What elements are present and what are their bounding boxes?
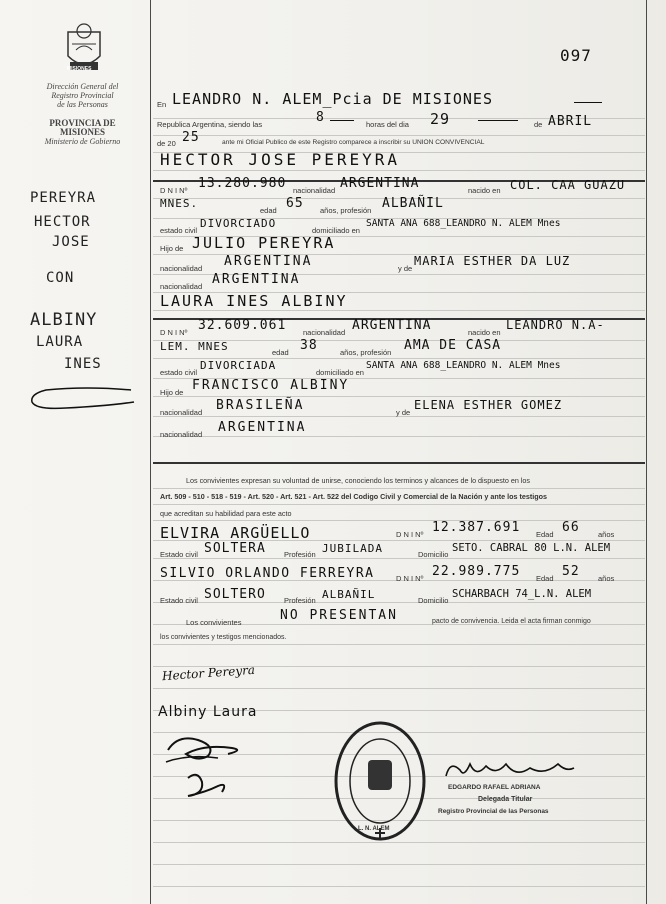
ruled-line xyxy=(153,396,645,397)
p1-nac2-label: nacionalidad xyxy=(160,264,203,273)
p2-dni-label: D N I Nº xyxy=(160,328,188,337)
w2-civil-label: Estado civil xyxy=(160,596,198,605)
p2-father: FRANCISCO ALBINY xyxy=(192,378,350,393)
w1-prof: JUBILADA xyxy=(322,542,383,555)
p1-dni: 13.280.980 xyxy=(198,176,287,191)
w2-edad-label: Edad xyxy=(536,574,554,583)
official-signature-scribble xyxy=(440,756,580,786)
p2-nac3-label: nacionalidad xyxy=(160,430,203,439)
ruled-line xyxy=(153,488,645,489)
p1-nac: ARGENTINA xyxy=(340,176,420,191)
ruled-line xyxy=(153,504,645,505)
w2-anos: años xyxy=(598,574,615,583)
province-title: PROVINCIA DE xyxy=(49,118,116,128)
p2-dni: 32.609.061 xyxy=(198,318,287,333)
p1-mother-nac: ARGENTINA xyxy=(212,272,301,287)
ruled-line xyxy=(153,170,645,171)
p1-father: JULIO PEREYRA xyxy=(192,234,336,252)
w1-dni: 12.387.691 xyxy=(432,520,521,535)
w1-dom: SETO. CABRAL 80 L.N. ALEM xyxy=(452,542,611,554)
header-line1: Dirección General del xyxy=(46,82,119,91)
left-margin-line xyxy=(150,0,151,904)
p1-dom-label: domiciliado en xyxy=(312,226,360,235)
ruled-line xyxy=(153,135,645,136)
w2-dni: 22.989.775 xyxy=(432,564,521,579)
w1-civil: SOLTERA xyxy=(204,541,266,556)
w2-name: SILVIO ORLANDO FERREYRA xyxy=(160,566,375,581)
p2-prof-label: años, profesión xyxy=(340,348,392,357)
pact-prefix: Los convivientes xyxy=(186,618,242,627)
header-block xyxy=(20,82,145,146)
p2-yde-label: y de xyxy=(396,408,411,417)
p1-civil-label: estado civil xyxy=(160,226,198,235)
w1-anos: años xyxy=(598,530,615,539)
ruled-line xyxy=(153,436,645,437)
p2-edad-label: edad xyxy=(272,348,289,357)
p2-hijo-label: Hijo de xyxy=(160,388,184,397)
ministry: Ministerio de Gobierno xyxy=(44,137,121,146)
w1-dni-label: D N I Nº xyxy=(396,530,424,539)
margin-name-2a: LAURA xyxy=(36,334,84,350)
margin-surname-2: ALBINY xyxy=(30,310,98,330)
p1-hijo-label: Hijo de xyxy=(160,244,184,253)
month: ABRIL xyxy=(548,114,593,129)
w2-dni-label: D N I Nº xyxy=(396,574,424,583)
margin-con: CON xyxy=(46,270,75,286)
p2-civil: DIVORCIADA xyxy=(200,359,277,372)
p1-nacido-label: nacido en xyxy=(468,186,501,195)
person2-name: LAURA INES ALBINY xyxy=(160,292,348,310)
ruled-line xyxy=(153,886,645,887)
right-margin-line xyxy=(646,0,647,904)
p2-nac2-label: nacionalidad xyxy=(160,408,203,417)
official-title: Delegada Titular xyxy=(478,796,533,803)
decl-line2: Art. 509 - 510 - 518 - 519 - Art. 520 - Art. 521 - Art. 522 del Codigo Civil y Comercial de la Nación y ante los testigos xyxy=(160,492,548,501)
header-line2: Registro Provincial xyxy=(51,91,114,100)
header-line3: de las Personas xyxy=(57,100,108,109)
p2-nacido-2: LEM. MNES xyxy=(160,340,229,353)
pact-suffix: pacto de convivencia. Leida el acta firman conmigo xyxy=(432,618,591,625)
witness-signature-scribbles xyxy=(158,732,248,804)
ruled-line xyxy=(153,644,645,645)
crest-label: MISIONES xyxy=(67,66,92,72)
ruled-line xyxy=(153,864,645,865)
p2-civil-label: estado civil xyxy=(160,368,198,377)
hour: 8 xyxy=(316,110,325,125)
p1-father-nac: ARGENTINA xyxy=(224,254,313,269)
decl-line3: que acreditan su habilidad para este acto xyxy=(160,509,292,518)
ruled-line xyxy=(153,310,645,311)
year-suffix: 25 xyxy=(182,130,200,145)
margin-surname-1: PEREYRA xyxy=(30,190,97,206)
p2-father-nac: BRASILEÑA xyxy=(216,398,305,413)
signature-2: Albiny Laura xyxy=(158,704,258,720)
p1-mother: MARIA ESTHER DA LUZ xyxy=(414,254,571,268)
w2-dom-label: Domicilio xyxy=(418,596,449,605)
w2-prof: ALBAÑIL xyxy=(322,588,376,601)
p2-nacido-label: nacido en xyxy=(468,328,501,337)
pact-value: NO PRESENTAN xyxy=(280,608,398,623)
p1-prof-label: años, profesión xyxy=(320,206,372,215)
ruled-line xyxy=(153,688,645,689)
p1-yde-label: y de xyxy=(398,264,413,273)
w1-civil-label: Estado civil xyxy=(160,550,198,559)
label-horas-del-dia: horas del dia xyxy=(366,120,409,129)
p2-nacido: LEANDRO N.A- xyxy=(506,318,605,332)
p2-nac-label: nacionalidad xyxy=(303,328,346,337)
seal-place: L. N. ALEM xyxy=(358,826,390,832)
person1-name: HECTOR JOSE PEREYRA xyxy=(160,150,401,169)
w2-edad: 52 xyxy=(562,564,580,579)
p2-nac: ARGENTINA xyxy=(352,318,432,333)
ruled-line xyxy=(153,558,645,559)
label-de: de xyxy=(534,120,543,129)
label-en: En xyxy=(157,100,167,109)
p2-edad: 38 xyxy=(300,338,318,353)
p1-edad: 65 xyxy=(286,196,304,211)
p1-prof: ALBAÑIL xyxy=(382,196,444,211)
document-number: 097 xyxy=(560,46,592,65)
signature-1: Hector Pereyra xyxy=(161,662,256,684)
w1-dom-label: Domicilio xyxy=(418,550,449,559)
p1-civil: DIVORCIADO xyxy=(200,217,277,230)
province-title-2: MISIONES xyxy=(59,127,105,137)
p2-mother-nac: ARGENTINA xyxy=(218,420,307,435)
p1-dni-label: D N I Nº xyxy=(160,186,188,195)
p1-nacido: COL. CAA GUAZU xyxy=(510,178,626,192)
day: 29 xyxy=(430,110,451,128)
official-name: EDGARDO RAFAEL ADRIANA xyxy=(448,784,541,791)
ruled-line xyxy=(153,602,645,603)
w1-edad-label: Edad xyxy=(536,530,554,539)
w1-name: ELVIRA ARGÜELLO xyxy=(160,524,311,542)
p2-mother: ELENA ESTHER GOMEZ xyxy=(414,398,563,412)
pact-line2: los convivientes y testigos mencionados. xyxy=(160,634,287,641)
margin-name-1a: HECTOR xyxy=(34,214,91,230)
label-year-prefix: de 20 xyxy=(157,139,176,148)
w2-prof-label: Profesión xyxy=(284,596,316,605)
label-ante: ante mi Oficial Publico de este Registro comparece a inscribir su UNION CONVIVENCIAL xyxy=(222,139,485,146)
p2-prof: AMA DE CASA xyxy=(404,338,502,353)
p2-dom-label: domiciliado en xyxy=(316,368,364,377)
label-republica: Republica Argentina, siendo las xyxy=(157,120,263,129)
w1-edad: 66 xyxy=(562,520,580,535)
p1-edad-label: edad xyxy=(260,206,277,215)
section-divider xyxy=(153,462,645,464)
p1-dom: SANTA ANA 688_LEANDRO N. ALEM Mnes xyxy=(366,218,561,229)
place: LEANDRO N. ALEM_Pcia DE MISIONES xyxy=(172,90,493,108)
w1-prof-label: Profesión xyxy=(284,550,316,559)
margin-name-1b: JOSE xyxy=(52,234,90,250)
w2-civil: SOLTERO xyxy=(204,587,266,602)
p1-nac3-label: nacionalidad xyxy=(160,282,203,291)
margin-closing-scribble xyxy=(26,384,138,414)
decl-line1: Los convivientes expresan su voluntad de unirse, conociendo los terminos y alcances de lo dispuesto en los xyxy=(186,476,531,485)
official-office: Registro Provincial de las Personas xyxy=(438,808,549,815)
w2-dom: SCHARBACH 74_L.N. ALEM xyxy=(452,588,592,600)
p2-dom: SANTA ANA 688_LEANDRO N. ALEM Mnes xyxy=(366,360,561,371)
p1-nac-label: nacionalidad xyxy=(293,186,336,195)
margin-name-2b: INES xyxy=(64,356,102,372)
p1-nacido-2: MNES. xyxy=(160,197,199,210)
